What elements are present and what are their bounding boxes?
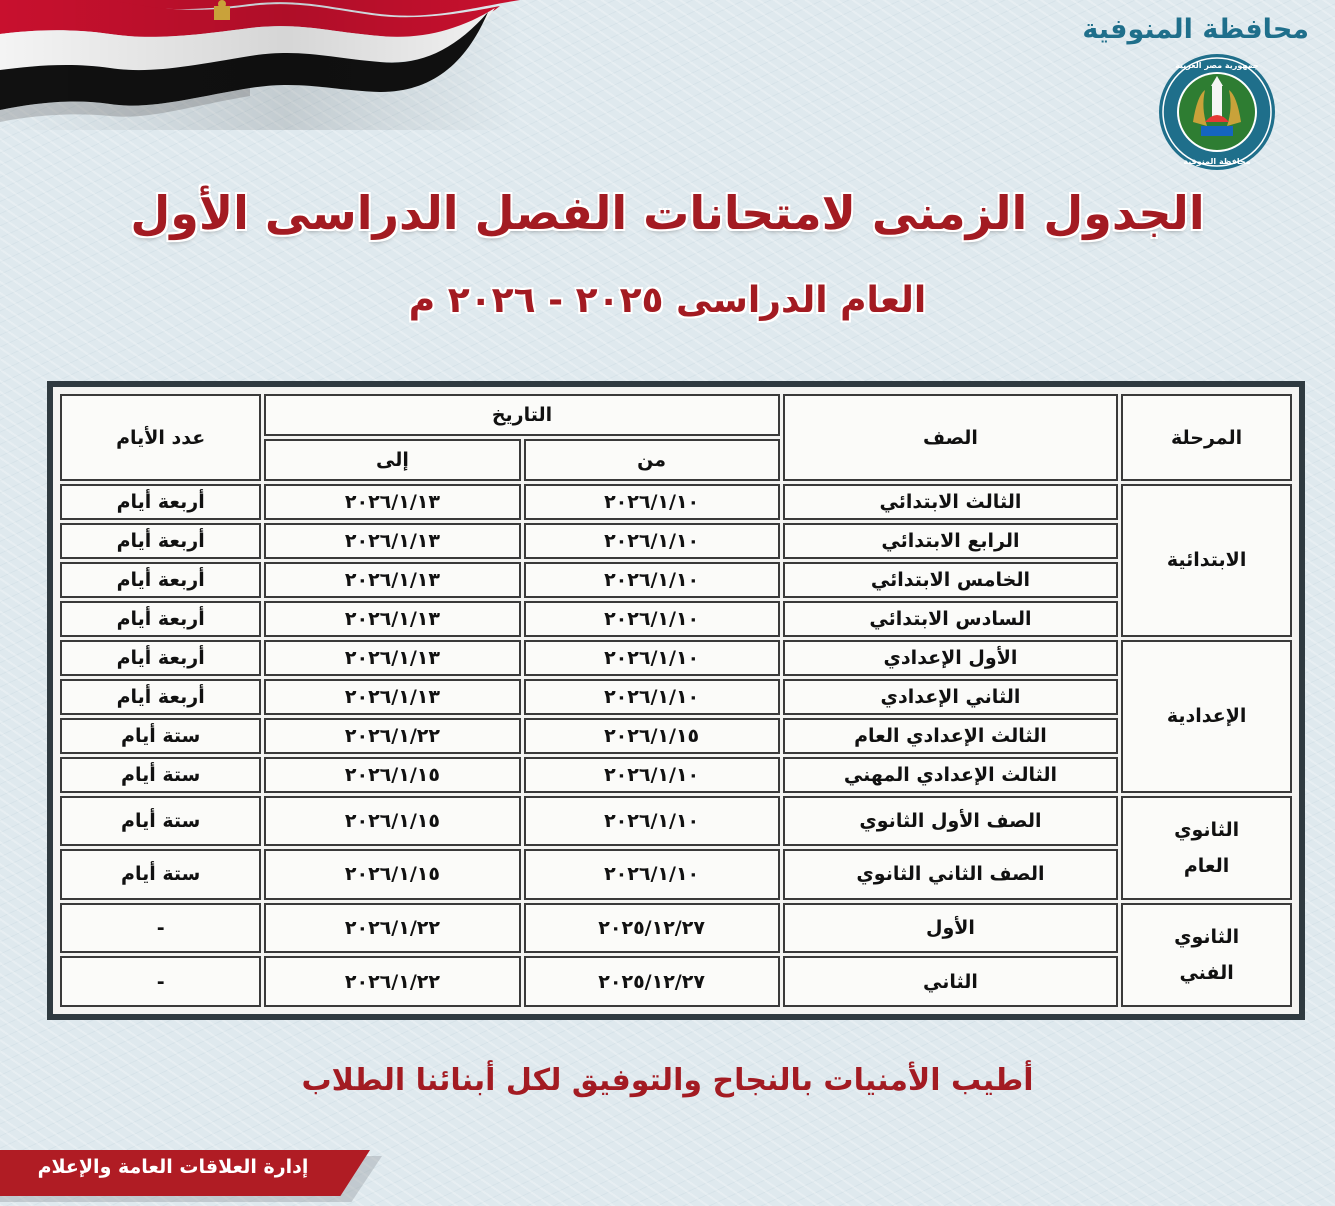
from-date-cell: ٢٠٢٦/١/١٠	[524, 757, 780, 793]
to-date-cell: ٢٠٢٦/١/٢٢	[264, 903, 520, 954]
exam-schedule-table	[57, 391, 1295, 1010]
header-grade: الصف	[783, 394, 1119, 481]
seal-bottom-text: محافظة المنوفية	[1183, 157, 1251, 166]
days-cell: أربعة أيام	[60, 679, 261, 715]
table-row	[60, 796, 1292, 847]
grade-cell: الثاني الإعدادي	[783, 679, 1119, 715]
days-cell: ستة أيام	[60, 718, 261, 754]
from-date-cell: ٢٠٢٦/١/١٠	[524, 601, 780, 637]
to-date-cell: ٢٠٢٦/١/١٥	[264, 757, 520, 793]
governorate-seal-logo	[1157, 52, 1277, 172]
days-cell: أربعة أيام	[60, 562, 261, 598]
stage-primary: الابتدائية	[1121, 484, 1292, 637]
table-row	[60, 640, 1292, 676]
to-date-cell: ٢٠٢٦/١/٢٢	[264, 718, 520, 754]
header-days: عدد الأيام	[60, 394, 261, 481]
table-row	[60, 562, 1292, 598]
table-row	[60, 849, 1292, 900]
stage-technical-secondary-line1: الثانوي	[1174, 925, 1240, 948]
header-to: إلى	[264, 439, 520, 481]
days-cell: أربعة أيام	[60, 640, 261, 676]
stage-preparatory: الإعدادية	[1121, 640, 1292, 793]
stage-general-secondary	[1121, 796, 1292, 900]
grade-cell: الصف الثاني الثانوي	[783, 849, 1119, 900]
from-date-cell: ٢٠٢٦/١/١٠	[524, 849, 780, 900]
to-date-cell: ٢٠٢٦/١/١٥	[264, 849, 520, 900]
governorate-name: محافظة المنوفية	[1082, 14, 1309, 45]
table-row	[60, 718, 1292, 754]
days-cell: أربعة أيام	[60, 523, 261, 559]
from-date-cell: ٢٠٢٥/١٢/٢٧	[524, 903, 780, 954]
table-header-row	[60, 394, 1292, 436]
grade-cell: الثالث الإعدادي العام	[783, 718, 1119, 754]
seal-top-text: جمهورية مصر العربية	[1175, 61, 1259, 70]
to-date-cell: ٢٠٢٦/١/١٣	[264, 640, 520, 676]
grade-cell: الرابع الابتدائي	[783, 523, 1119, 559]
to-date-cell: ٢٠٢٦/١/٢٢	[264, 956, 520, 1007]
grade-cell: الثالث الابتدائي	[783, 484, 1119, 520]
grade-cell: الخامس الابتدائي	[783, 562, 1119, 598]
table-row	[60, 484, 1292, 520]
table-row	[60, 523, 1292, 559]
from-date-cell: ٢٠٢٦/١/١٠	[524, 484, 780, 520]
days-cell: ستة أيام	[60, 796, 261, 847]
schedule-paper	[53, 387, 1299, 1014]
grade-cell: السادس الابتدائي	[783, 601, 1119, 637]
days-cell: -	[60, 956, 261, 1007]
grade-cell: الصف الأول الثانوي	[783, 796, 1119, 847]
academic-year-subtitle: العام الدراسى ٢٠٢٥ - ٢٠٢٦ م	[408, 280, 927, 321]
header-date: التاريخ	[264, 394, 779, 436]
grade-cell: الأول	[783, 903, 1119, 954]
to-date-cell: ٢٠٢٦/١/١٥	[264, 796, 520, 847]
table-row	[60, 903, 1292, 954]
from-date-cell: ٢٠٢٥/١٢/٢٧	[524, 956, 780, 1007]
success-wishes-text: أطيب الأمنيات بالنجاح والتوفيق لكل أبنائنا الطلاب	[301, 1063, 1034, 1098]
to-date-cell: ٢٠٢٦/١/١٣	[264, 679, 520, 715]
from-date-cell: ٢٠٢٦/١/١٥	[524, 718, 780, 754]
from-date-cell: ٢٠٢٦/١/١٠	[524, 640, 780, 676]
to-date-cell: ٢٠٢٦/١/١٣	[264, 523, 520, 559]
stage-general-secondary-line2: العام	[1183, 854, 1230, 877]
egypt-flag-image	[0, 0, 520, 130]
stage-technical-secondary-line2: الفني	[1179, 961, 1234, 984]
grade-cell: الثالث الإعدادي المهني	[783, 757, 1119, 793]
stage-general-secondary-line1: الثانوي	[1174, 818, 1240, 841]
from-date-cell: ٢٠٢٦/١/١٠	[524, 562, 780, 598]
days-cell: أربعة أيام	[60, 601, 261, 637]
days-cell: أربعة أيام	[60, 484, 261, 520]
days-cell: ستة أيام	[60, 849, 261, 900]
table-row	[60, 956, 1292, 1007]
department-label: إدارة العلاقات العامة والإعلام	[37, 1156, 309, 1178]
schedule-table-frame	[47, 381, 1305, 1020]
to-date-cell: ٢٠٢٦/١/١٣	[264, 484, 520, 520]
days-cell: ستة أيام	[60, 757, 261, 793]
table-row	[60, 757, 1292, 793]
grade-cell: الثاني	[783, 956, 1119, 1007]
header-stage: المرحلة	[1121, 394, 1292, 481]
from-date-cell: ٢٠٢٦/١/١٠	[524, 679, 780, 715]
table-row	[60, 679, 1292, 715]
days-cell: -	[60, 903, 261, 954]
grade-cell: الأول الإعدادي	[783, 640, 1119, 676]
to-date-cell: ٢٠٢٦/١/١٣	[264, 562, 520, 598]
to-date-cell: ٢٠٢٦/١/١٣	[264, 601, 520, 637]
from-date-cell: ٢٠٢٦/١/١٠	[524, 796, 780, 847]
table-row	[60, 601, 1292, 637]
header-from: من	[524, 439, 780, 481]
stage-technical-secondary	[1121, 903, 1292, 1007]
page-title: الجدول الزمنى لامتحانات الفصل الدراسى الأول	[130, 186, 1205, 240]
from-date-cell: ٢٠٢٦/١/١٠	[524, 523, 780, 559]
